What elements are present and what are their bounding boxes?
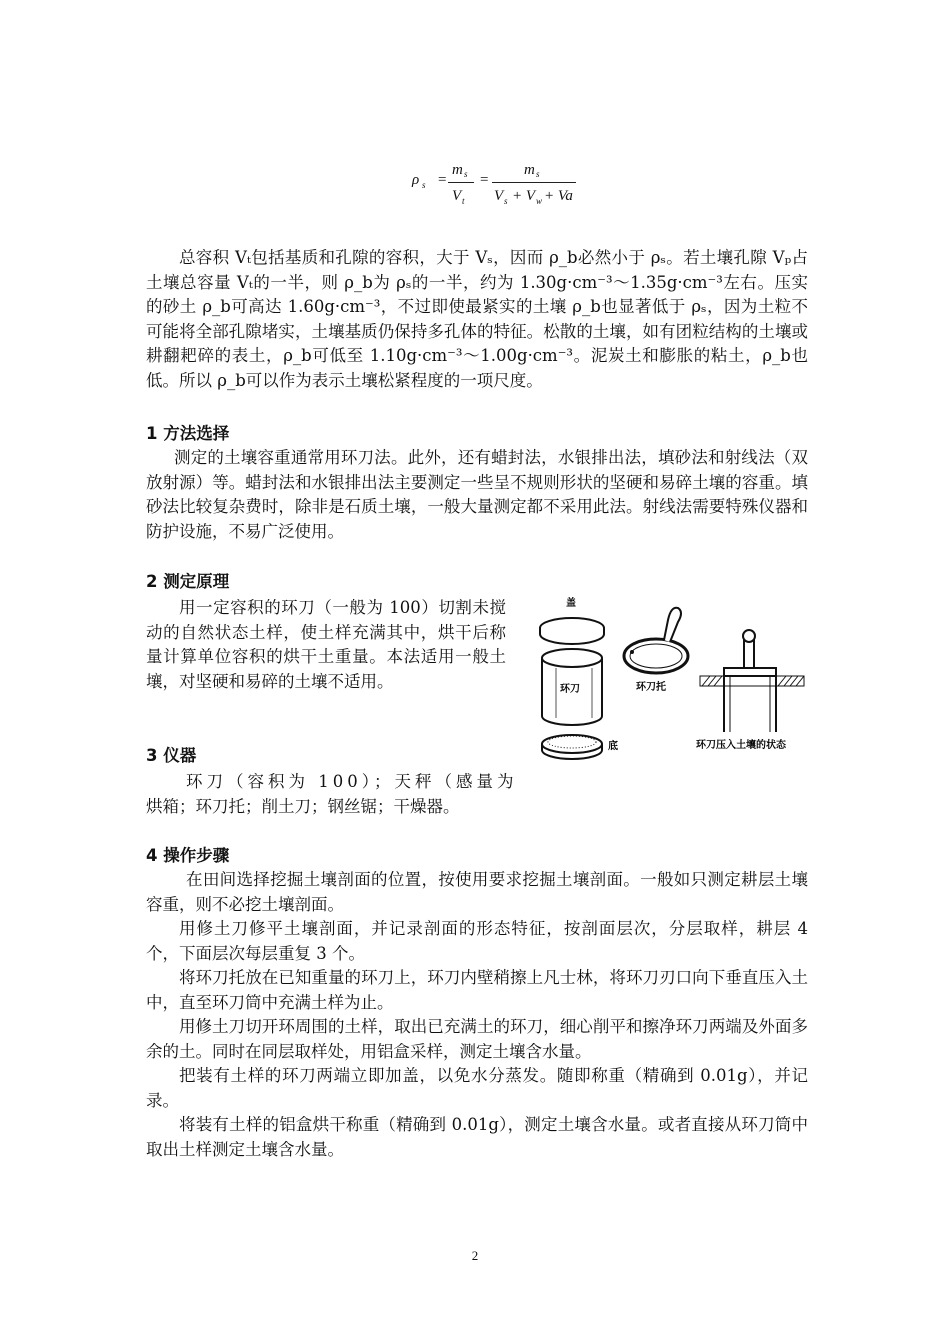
formula-num2: m — [524, 162, 535, 178]
step-3: 将环刀托放在已知重量的环刀上，环刀内壁稍擦上凡士林，将环刀刃口向下垂直压入土中，直至环刀筒中充满土样为止。 — [146, 968, 808, 1012]
section-2-body — [146, 596, 506, 694]
ring-top — [542, 649, 602, 667]
bottom-shape — [542, 735, 602, 753]
step-5: 把装有土样的环刀两端立即加盖，以免水分蒸发。随即称重（精确到 0.01g），并记录。 — [146, 1066, 808, 1110]
intro-paragraph — [146, 246, 808, 393]
step-6: 将装有土样的铝盒烘干称重（精确到 0.01g），测定土壤含水量。或者直接从环刀筒中取出土样测定土壤含水量。 — [146, 1115, 808, 1159]
formula-num2-sub: s — [536, 169, 540, 179]
fraction-bar-2 — [492, 182, 576, 183]
formula-den2: V — [494, 188, 504, 204]
section-1-text: 测定的土壤容重通常用环刀法。此外，还有蜡封法，水银排出法，填砂法和射线法（双放射源）等。蜡封法和水银排出法主要测定一些呈不规则形状的坚硬和易碎土壤的容重。填砂法比较复杂费时，除非是石质土壤，一般大量测定都不采用此法。射线法需要特殊仪器和防护设施，不易广泛使用。 — [146, 448, 808, 541]
step-1: 在田间选择挖掘土壤剖面的位置，按使用要求挖掘土壤剖面。一般如只测定耕层土壤容重，则不必挖土壤剖面。 — [146, 870, 808, 914]
formula-den1: V — [452, 188, 462, 204]
section-2-text: 用一定容积的环刀（一般为 100）切割未搅动的自然状态土样，使土样充满其中，烘干后称量计算单位容积的烘干土重量。本法适用一般土壤，对坚硬和易碎的土壤不适用。 — [146, 598, 506, 691]
section-1-body — [146, 446, 808, 544]
label-ring: 环刀 — [560, 684, 580, 695]
fraction-bar-1 — [448, 182, 474, 183]
label-holder: 环刀托 — [636, 682, 666, 693]
section-4-body — [146, 868, 808, 1162]
formula-den2-tail: + Va — [544, 188, 573, 204]
step-4: 用修土刀切开环周围的土样，取出已充满土的环刀，细心削平和擦净环刀两端及外面多余的土。同时在同层取样处，用铝盒采样，测定土壤含水量。 — [146, 1017, 808, 1061]
ring-knife-figure — [528, 594, 810, 766]
holder-handle — [664, 608, 681, 642]
intro-text: 总容积 Vₜ包括基质和孔隙的容积，大于 Vₛ，因而 ρ_b必然小于 ρₛ。若土壤孔隙 Vₚ占土壤总容量 Vₜ的一半，则 ρ_b为 ρₛ的一半，约为 1.30g·cm⁻³～1.35g·cm⁻³左右。压实的砂土 ρ_b可高达 1.60g·cm⁻³，不过即使最紧实的土壤 ρ_b也显著低于 ρₛ，因为土粒不可能将全部孔隙堵实，土壤基质仍保持多孔体的特征。松散的土壤，如有团粒结构的土壤或耕翻耙碎的表土，ρ_b可低至 1.10g·cm⁻³～1.00g·cm⁻³。泥炭土和膨胀的粘土，ρ_b也低。所以 ρ_b可以作为表示土壤松紧程度的一项尺度。 — [146, 248, 808, 390]
formula-den1-sub: t — [462, 196, 465, 206]
lid-rim — [540, 628, 604, 644]
formula-den2-mid: + V — [512, 188, 536, 204]
section-3-title: 3 仪器 — [146, 746, 197, 765]
page-number: 2 — [471, 1248, 479, 1263]
formula-den2-sub1: s — [504, 196, 508, 206]
section-2-title: 2 测定原理 — [146, 572, 230, 591]
label-lid: 盖 — [566, 598, 576, 609]
label-state: 环刀压入土壤的状态 — [696, 740, 786, 751]
step-2: 用修土刀修平土壤剖面，并记录剖面的形态特征，按剖面层次，分层取样，耕层 4 个，下面层次每层重复 3 个。 — [146, 919, 808, 963]
formula-num1: m — [452, 162, 463, 178]
label-bottom: 底 — [608, 741, 618, 752]
section-4-title: 4 操作步骤 — [146, 846, 230, 865]
formula-num1-sub: s — [464, 169, 468, 179]
ring-knife-diagram — [528, 594, 810, 766]
formula-lhs: ρ — [412, 172, 420, 188]
formula-den2-sub2: w — [536, 196, 543, 206]
density-formula: ρ s = m s V t = m s V s + V w + Va — [408, 158, 588, 210]
section-1-title: 1 方法选择 — [146, 424, 230, 443]
section-3-line-2: 烘箱；环刀托；削土刀；钢丝锯；干燥器。 — [146, 796, 460, 816]
formula-lhs-sub: s — [422, 180, 426, 190]
section-3-line-1: 环刀（容积为 100）；天秤（感量为 — [186, 772, 518, 791]
section-3-body — [146, 770, 526, 819]
